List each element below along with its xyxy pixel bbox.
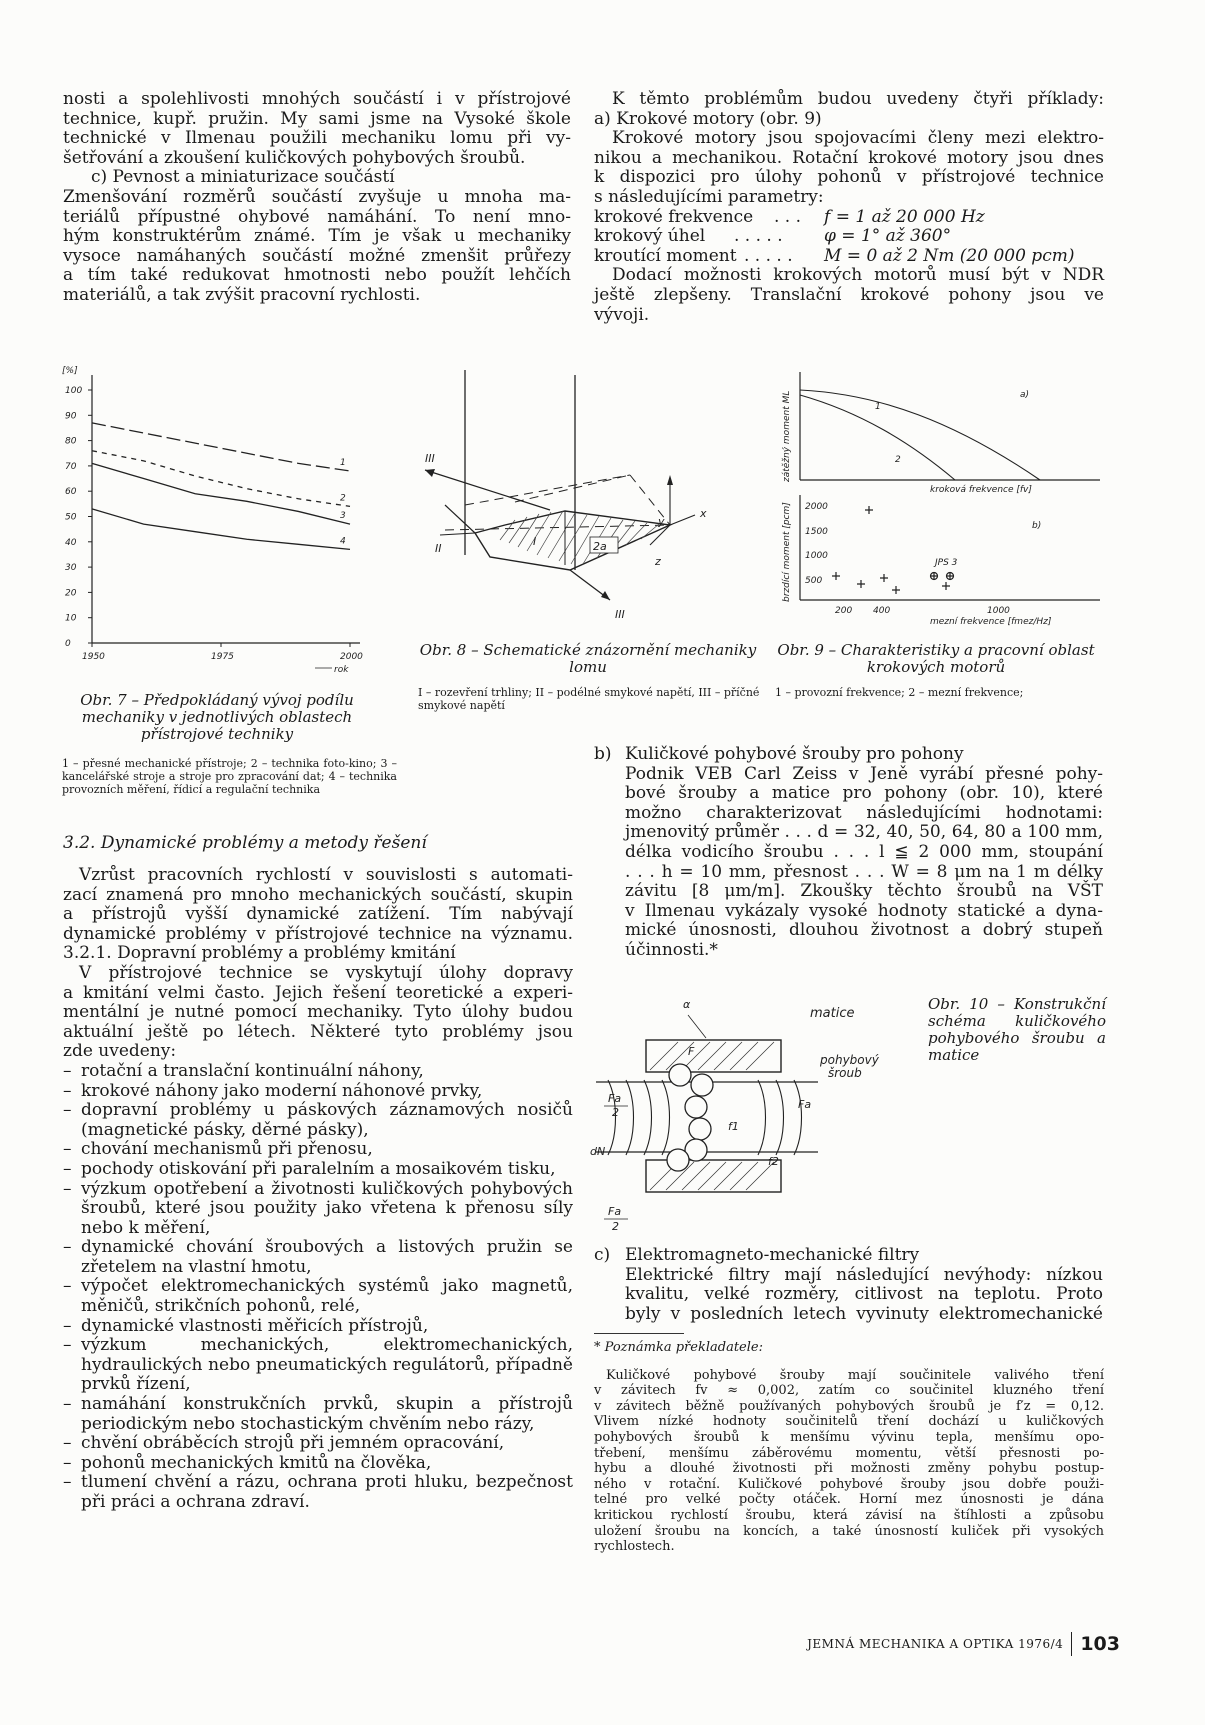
- alpha-label: α: [683, 998, 691, 1011]
- text-line: Vzrůst pracovních rychlostí v souvislosti s automati-: [79, 865, 573, 885]
- series-label: 1: [340, 457, 346, 468]
- fig9b-y-tick: 1000: [805, 551, 828, 561]
- text-line: a přístrojů vyšší dynamické zatížení. Tím nabývají: [63, 904, 573, 925]
- y-tick-label: 20: [65, 588, 77, 599]
- param-name: kroutící moment: [594, 245, 737, 266]
- text-line: dynamické problémy v přístrojové technice na významu.: [63, 923, 573, 944]
- text-line: možno charakterizovat následujícími hodnotami:: [625, 802, 1103, 823]
- series-label: 3: [340, 511, 346, 522]
- x-axis-arrow: [670, 515, 695, 525]
- text-line: byly v posledních letech vyvinuty elektromechanické: [625, 1303, 1103, 1324]
- label-III-top: III: [425, 452, 435, 465]
- note-line: telné pro velké počty otáček. Horní mez únosnosti je dána: [594, 1492, 1104, 1508]
- y-tick-label: 90: [65, 411, 77, 422]
- dashed-edge: [515, 475, 630, 502]
- journal-name: JEMNÁ MECHANIKA A OPTIKA 1976/4: [807, 1637, 1064, 1651]
- z-axis-arrow: [650, 525, 670, 545]
- screw-label-2: šroub: [828, 1066, 862, 1080]
- note-line: kritickou rychlostí šroubu, která závisí na štíhlosti a způsobu: [594, 1507, 1104, 1523]
- subsection-heading: Elektromagneto-mechanické filtry: [625, 1245, 920, 1265]
- note-line: rychlostech.: [594, 1539, 675, 1555]
- text-line: technické v Ilmenau použili mechaniku lomu při vy-: [63, 128, 571, 149]
- text-line: mentální je nutné pomocí mechaniky. Tyto úlohy budou: [63, 1002, 573, 1023]
- fig9a-y-label: zátěžný moment ML: [782, 390, 792, 482]
- note-line: Kuličkové pohybové šrouby mají součinitele valivého tření: [606, 1367, 1104, 1383]
- text-line: . . . h = 10 mm, přesnost . . . W = 8 μm na 1 m délky: [625, 861, 1103, 882]
- nut-top: [646, 1040, 781, 1072]
- param-row: [594, 208, 1104, 228]
- section-body: [63, 866, 573, 1513]
- label-z: z: [655, 555, 661, 568]
- param-dots: . . .: [774, 206, 802, 227]
- label-II: II: [435, 542, 442, 555]
- force-label: F: [688, 1045, 695, 1058]
- text-line: Elektrické filtry mají následující nevýhody: nízkou: [625, 1264, 1103, 1285]
- param-value: f = 1 až 20 000 Hz: [824, 206, 985, 227]
- y-tick-label: 40: [65, 537, 77, 548]
- figure-7-caption: Obr. 7 – Předpokládaný vývoj podílu mechaniky v jednotlivých oblastech přístrojové techniky: [80, 691, 354, 743]
- text-line: bové šrouby a matice pro pohony (obr. 10), které: [625, 783, 1103, 804]
- fig9b-markers: [832, 506, 954, 594]
- text-line: délka vodicího šroubu . . . l ≦ 2 000 mm, stoupání: [625, 841, 1103, 862]
- alpha-line: [688, 1015, 706, 1038]
- text-line: nosti a spolehlivosti mnohých součástí i v přístrojové: [63, 89, 571, 109]
- right-top-text: [594, 90, 1104, 325]
- list-item: – výzkum opotřebení a životnosti kuličkových pohybových šroubů, které jsou použity jako vřetena k přenosu síly nebo k měření,: [63, 1180, 573, 1239]
- param-name: krokové frekvence: [594, 206, 754, 227]
- fig9b-y-tick: 500: [805, 576, 823, 586]
- fig9b-tag: b): [1032, 521, 1042, 531]
- diagonal-line: [445, 505, 475, 533]
- right-mid-marker: b): [594, 744, 612, 764]
- y-tick-label: 80: [65, 436, 77, 447]
- text-line: účinnosti.*: [625, 939, 718, 960]
- list-item: – chvění obráběcích strojů při jemném opracování,: [63, 1434, 573, 1454]
- text-line: a kmitání velmi často. Jejich řešení teoretické a experi-: [63, 982, 573, 1003]
- text-line: a tím také redukovat hmotnosti nebo použít lehčích: [63, 265, 571, 286]
- list-item: – tlumení chvění a rázu, ochrana proti hluku, bezpečnost při práci a ochrana zdraví.: [63, 1473, 573, 1512]
- diameter-label: dN: [590, 1145, 606, 1158]
- subheading: 3.2.1. Dopravní problémy a problémy kmitání: [63, 943, 456, 964]
- fig9b-x-label: mezní frekvence [fmez/Hz]: [930, 617, 1052, 627]
- text-line: technice, kupř. pružin. My sami jsme na Vysoké škole: [63, 108, 571, 129]
- text-line: zací znamená pro mnoho mechanických součástí, skupin: [63, 884, 573, 905]
- label-I: I: [533, 535, 537, 548]
- balls: [667, 1064, 713, 1171]
- series-line-3: [92, 463, 350, 524]
- right-mid-text: [625, 745, 1103, 961]
- screw-label-1: pohybový: [820, 1053, 879, 1067]
- list-item: – dopravní problémy u páskových záznamových nosičů (magnetické pásky, děrné pásky),: [63, 1101, 573, 1140]
- text-line: materiálů, a tak zvýšit pracovní rychlosti.: [63, 284, 421, 305]
- text-line: Dodací možnosti krokových motorů musí být v NDR: [612, 265, 1104, 286]
- fa-bottom-denominator: 2: [612, 1220, 619, 1233]
- fig9b-y-tick: 2000: [805, 502, 828, 512]
- list-item: – chování mechanismů při přenosu,: [63, 1140, 573, 1160]
- x-tick-label: 2000: [340, 652, 363, 662]
- text-line: K těmto problémům budou uvedeny čtyři příklady:: [612, 89, 1104, 109]
- fig9b-y-label: brzdící moment [pcm]: [782, 502, 792, 602]
- x-tick-label: 1975: [211, 652, 234, 662]
- note-title: * Poznámka překladatele:: [594, 1340, 763, 1355]
- text-line: k dispozici pro úlohy pohonů v přístrojové technice: [594, 167, 1104, 188]
- label-x: x: [700, 507, 707, 520]
- nut-label: matice: [810, 1006, 855, 1021]
- note-line: v závitech fv ≈ 0,002, zatím co součinitel kluzného tření: [594, 1383, 1104, 1399]
- param-row: [594, 227, 1104, 247]
- text-line: Zmenšování rozměrů součástí zvyšuje u mnoha ma-: [63, 186, 571, 207]
- fig9b-y-tick: 1500: [805, 527, 828, 537]
- left-top-text: [63, 90, 571, 306]
- series-label: 2: [340, 493, 346, 504]
- text-line: vysoce namáhaných součástí možné zmenšit průřezy: [63, 245, 571, 266]
- figure-10-diagram: [588, 990, 918, 1240]
- note-line: uložení šroubu na koncích, a také únosností kuliček při vysokých: [594, 1523, 1104, 1539]
- label-2a: 2a: [593, 540, 607, 553]
- arrow-head: [601, 591, 610, 600]
- fig9a-curve-label: 1: [875, 402, 881, 412]
- y-tick-label: 70: [65, 461, 77, 472]
- note-line: třebení, menšímu záběrovému momentu, větší přesnosti po-: [594, 1445, 1104, 1461]
- translator-note: [594, 1340, 1104, 1555]
- param-value: φ = 1° až 360°: [824, 226, 952, 247]
- series-label: 4: [340, 536, 346, 547]
- problem-list: [63, 1062, 573, 1513]
- f1-label: f1: [728, 1120, 739, 1133]
- text-line: jmenovitý průměr . . . d = 32, 40, 50, 64, 80 a 100 mm,: [625, 822, 1103, 843]
- param-row: [594, 247, 1104, 267]
- arrow-head: [667, 475, 673, 485]
- y-tick-label: 30: [65, 563, 77, 574]
- y-tick-label: 50: [65, 512, 77, 523]
- text-line: hým konstruktérům známé. Tím je však u mechaniky: [63, 226, 571, 247]
- param-dots: . . . . .: [744, 245, 793, 266]
- text-line: ještě zlepšeny. Translační krokové pohony jsou ve: [594, 284, 1104, 305]
- y-axis-label: [%]: [62, 366, 78, 376]
- note-line: ného v rotační. Kuličkové pohybové šrouby jsou dobře použi-: [594, 1476, 1104, 1492]
- subsection-heading: Kuličkové pohybové šrouby pro pohony: [625, 744, 964, 764]
- list-item: – rotační a translační kontinuální náhony,: [63, 1062, 573, 1082]
- arrow-head: [425, 469, 435, 477]
- footer-divider: [1071, 1632, 1072, 1656]
- text-line: šetřování a zkoušení kuličkových pohybových šroubů.: [63, 147, 526, 168]
- note-divider: [594, 1333, 684, 1334]
- text-line: teriálů přípustné ohybové namáhání. To není mno-: [63, 206, 571, 227]
- series-line-1: [92, 423, 350, 471]
- text-line: Krokové motory jsou spojovacími členy mezi elektro-: [612, 128, 1104, 149]
- label-III-bottom: III: [615, 608, 625, 621]
- section-heading: 3.2. Dynamické problémy a metody řešení: [63, 833, 427, 853]
- list-item: – krokové náhony jako moderní náhonové prvky,: [63, 1082, 573, 1102]
- text-line: závitu [8 μm/m]. Zkoušky těchto šroubů na VŠT: [625, 881, 1103, 902]
- fa-label: Fa: [608, 1092, 622, 1105]
- fa-right-label: Fa: [798, 1098, 812, 1111]
- nut-hatching: [650, 1042, 774, 1190]
- text-line: mické únosnosti, dlouhou životnost a dobrý stupeň: [625, 920, 1103, 941]
- figure-8-diagram: [405, 365, 740, 635]
- f2-label: f2: [768, 1155, 779, 1168]
- param-name: krokový úhel: [594, 226, 706, 247]
- x-tick-label: 1950: [82, 652, 105, 662]
- right-bottom-marker: c): [594, 1245, 611, 1265]
- text-line: kvalitu, velké rozměry, citlivost na teplotu. Proto: [625, 1284, 1103, 1305]
- figure-9-diagram: [770, 362, 1110, 630]
- text-line: nikou a mechanikou. Rotační krokové motory jsou dnes: [594, 147, 1104, 168]
- fig9a-curve-label: 2: [895, 455, 901, 465]
- text-line: Podnik VEB Carl Zeiss v Jeně vyrábí přesné pohy-: [625, 763, 1103, 784]
- fig9b-jps-label: JPS 3: [935, 558, 958, 568]
- y-tick-label: 0: [65, 639, 71, 649]
- note-line: pohybových šroubů k menšímu vývinu tepla, menšímu opo-: [594, 1429, 1104, 1445]
- list-item: – namáhání konstrukčních prvků, skupin a přístrojů periodickým nebo stochastickým chvěním nebo rázy,: [63, 1395, 573, 1434]
- list-item: – pochody otiskování při paralelním a mosaikovém tisku,: [63, 1160, 573, 1180]
- fig9b-x-tick: 200: [835, 606, 853, 616]
- arrow-III-top: [425, 470, 550, 510]
- list-item: – dynamické vlastnosti měřicích přístrojů,: [63, 1317, 573, 1337]
- x-axis-label: rok: [334, 665, 349, 675]
- fig9a-tag: a): [1020, 390, 1030, 400]
- fa-denominator: 2: [612, 1106, 619, 1119]
- list-item: – dynamické chování šroubových a listových pružin se zřetelem na vlastní hmotu,: [63, 1238, 573, 1277]
- list-item: – výpočet elektromechanických systémů jako magnetů, měničů, strikčních pohonů, relé,: [63, 1277, 573, 1316]
- page-footer: [807, 1632, 1120, 1656]
- text-line: a) Krokové motory (obr. 9): [594, 108, 822, 129]
- crack-hatching: [500, 511, 659, 564]
- param-value: M = 0 až 2 Nm (20 000 pcm): [824, 245, 1075, 266]
- y-tick-label: 10: [65, 613, 77, 624]
- fa-bottom-label: Fa: [608, 1205, 622, 1218]
- list-item: – výzkum mechanických, elektromechanických, hydraulických nebo pneumatických regulátorů, případně prvků řízení,: [63, 1336, 573, 1395]
- text-line: v Ilmenau vykázaly vysoké hodnoty statické a dyna-: [625, 900, 1103, 921]
- text-line: s následujícími parametry:: [594, 186, 824, 207]
- figure-7-chart: [60, 360, 390, 685]
- figure-9-caption: Obr. 9 – Charakteristiky a pracovní oblast krokových motorů: [777, 641, 1095, 676]
- note-line: Vlivem nízké hodnoty součinitelů tření dochází u kuličkových: [594, 1414, 1104, 1430]
- y-tick-label: 60: [65, 487, 77, 498]
- note-line: v závitech běžně používaných pohybových šroubů je f′z = 0,12.: [594, 1398, 1104, 1414]
- figure-10-caption: Obr. 10 – Konstrukční schéma kuličkového pohybového šroubu a matice: [928, 995, 1106, 1064]
- note-line: hybu a dlouhé životnosti při možnosti změny pohybu postup-: [594, 1461, 1104, 1477]
- fig9a-x-label: kroková frekvence [fv]: [930, 485, 1032, 495]
- param-dots: . . . . .: [734, 226, 783, 247]
- figure-7-legend: 1 – přesné mechanické přístroje; 2 – technika foto-kino; 3 – kancelářské stroje a stroje pro zpracování dat; 4 – technika provozních měření, řídicí a regulační technika: [62, 757, 397, 796]
- right-bottom-text: [625, 1246, 1103, 1324]
- figure-8-caption: Obr. 8 – Schematické znázornění mechaniky lomu: [419, 641, 757, 676]
- y-tick-label: 100: [65, 386, 83, 396]
- list-item: – pohonů mechanických kmitů na člověka,: [63, 1454, 573, 1474]
- nut-bottom: [646, 1160, 781, 1192]
- text-line: vývoji.: [594, 304, 650, 325]
- arrow-II: [440, 533, 475, 535]
- fig9a-curve-1: [800, 390, 1040, 480]
- page-number: 103: [1080, 1633, 1120, 1655]
- dashed-edge: [465, 475, 630, 505]
- text-line: V přístrojové technice se vyskytují úlohy dopravy: [79, 962, 573, 983]
- dashed-edge: [445, 525, 670, 530]
- figure-8-legend: I – rozevření trhliny; II – podélné smykové napětí, III – příčné smykové napětí: [418, 686, 760, 712]
- label-y: y: [658, 515, 665, 528]
- text-line: aktuální ještě po létech. Některé tyto problémy jsou: [63, 1021, 573, 1042]
- fig9b-x-tick: 400: [873, 606, 891, 616]
- text-line: zde uvedeny:: [63, 1041, 177, 1062]
- fig9b-x-tick: 1000: [987, 606, 1010, 616]
- section-c-heading: c) Pevnost a miniaturizace součástí: [91, 167, 395, 188]
- figure-9-legend: 1 – provozní frekvence; 2 – mezní frekvence;: [775, 686, 1024, 699]
